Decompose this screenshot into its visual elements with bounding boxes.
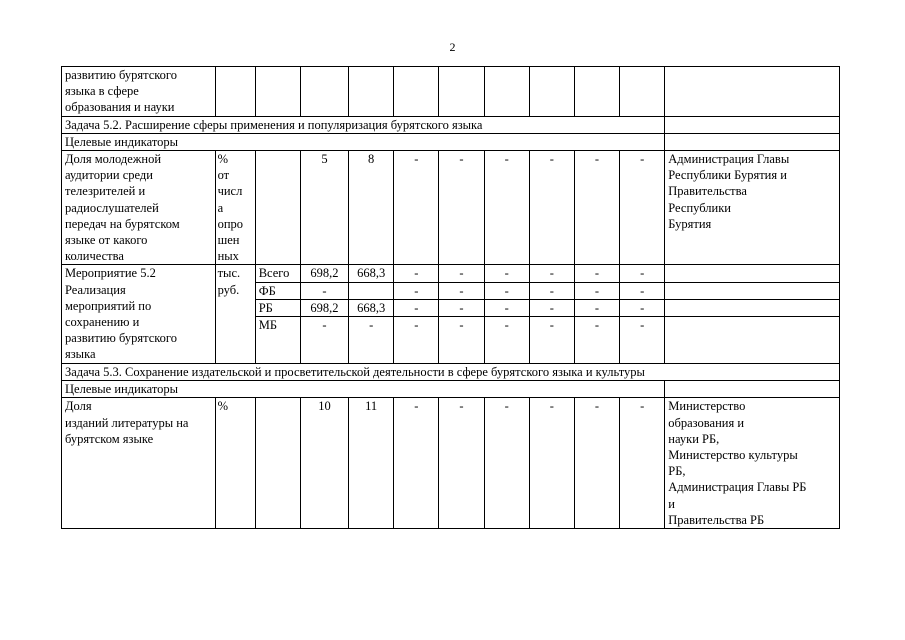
indicators-label: Целевые индикаторы [62, 381, 665, 398]
funding-source: ФБ [255, 282, 300, 299]
indicator-value: - [620, 151, 665, 265]
funding-value: - [529, 299, 574, 316]
task-header-row [62, 364, 840, 381]
funding-value: - [439, 265, 484, 282]
responsible: Администрация Главы Республики Бурятия и Правительства Республики Бурятия [665, 151, 840, 265]
indicator-value: - [574, 151, 619, 265]
indicator-unit: % от числ а опро шен ных [215, 151, 255, 265]
financing-row [62, 265, 840, 282]
funding-value: - [574, 282, 619, 299]
funding-value: - [620, 265, 665, 282]
responsible: Министерство образования и науки РБ, Министерство культуры РБ, Администрация Главы РБ и Правительства РБ [665, 398, 840, 529]
indicator-unit: % [215, 398, 255, 529]
funding-value: - [300, 317, 348, 364]
indicator-value: - [620, 398, 665, 529]
funding-value: - [349, 317, 394, 364]
indicator-row [62, 151, 840, 265]
indicator-value: - [394, 398, 439, 529]
funding-value: - [620, 282, 665, 299]
funding-value: - [484, 317, 529, 364]
indicator-value: - [574, 398, 619, 529]
funding-value: - [574, 317, 619, 364]
funding-value: - [574, 265, 619, 282]
funding-value: - [529, 265, 574, 282]
measure-name: Мероприятие 5.2 Реализация мероприятий по сохранению и развитию бурятского языка [62, 265, 216, 364]
indicator-value: 8 [349, 151, 394, 265]
funding-value: - [484, 299, 529, 316]
page-number: 2 [449, 40, 456, 54]
funding-value: 698,2 [300, 299, 348, 316]
indicator-value: - [439, 151, 484, 265]
funding-value: - [620, 317, 665, 364]
funding-value [349, 282, 394, 299]
funding-source: МБ [255, 317, 300, 364]
indicator-value: 11 [349, 398, 394, 529]
funding-value: - [300, 282, 348, 299]
funding-value: - [484, 282, 529, 299]
task-title: Задача 5.3. Сохранение издательской и просветительской деятельности в сфере бурятского языка и культуры [62, 364, 840, 381]
funding-value: - [439, 282, 484, 299]
indicator-value: - [394, 151, 439, 265]
measure-unit: тыс. руб. [215, 265, 255, 364]
funding-value: 668,3 [349, 299, 394, 316]
indicator-value: - [529, 398, 574, 529]
indicator-row [62, 398, 840, 529]
indicator-name: Доля молодежной аудитории среди телезрителей и радиослушателей передач на бурятском языке от какого количества [62, 151, 216, 265]
funding-value: - [574, 299, 619, 316]
funding-value: 668,3 [349, 265, 394, 282]
task-title: Задача 5.2. Расширение сферы применения и популяризация бурятского языка [62, 116, 665, 133]
indicator-value: - [484, 151, 529, 265]
funding-value: 698,2 [300, 265, 348, 282]
program-table [61, 66, 840, 529]
funding-value: - [394, 282, 439, 299]
table-row [62, 67, 840, 117]
indicator-value: - [484, 398, 529, 529]
task-header-row [62, 116, 840, 133]
funding-source: РБ [255, 299, 300, 316]
funding-value: - [394, 317, 439, 364]
funding-value: - [529, 282, 574, 299]
funding-value: - [620, 299, 665, 316]
indicators-header-row [62, 381, 840, 398]
funding-value: - [394, 299, 439, 316]
indicator-value: - [439, 398, 484, 529]
measure-name-continued: развитию бурятского языка в сфере образования и науки [62, 67, 216, 117]
funding-value: - [529, 317, 574, 364]
indicators-label: Целевые индикаторы [62, 133, 665, 150]
funding-source: Всего [255, 265, 300, 282]
funding-value: - [484, 265, 529, 282]
indicator-value: - [529, 151, 574, 265]
indicators-header-row [62, 133, 840, 150]
indicator-value: 5 [300, 151, 348, 265]
indicator-value: 10 [300, 398, 348, 529]
funding-value: - [439, 317, 484, 364]
funding-value: - [394, 265, 439, 282]
funding-value: - [439, 299, 484, 316]
indicator-name: Доля изданий литературы на бурятском языке [62, 398, 216, 529]
